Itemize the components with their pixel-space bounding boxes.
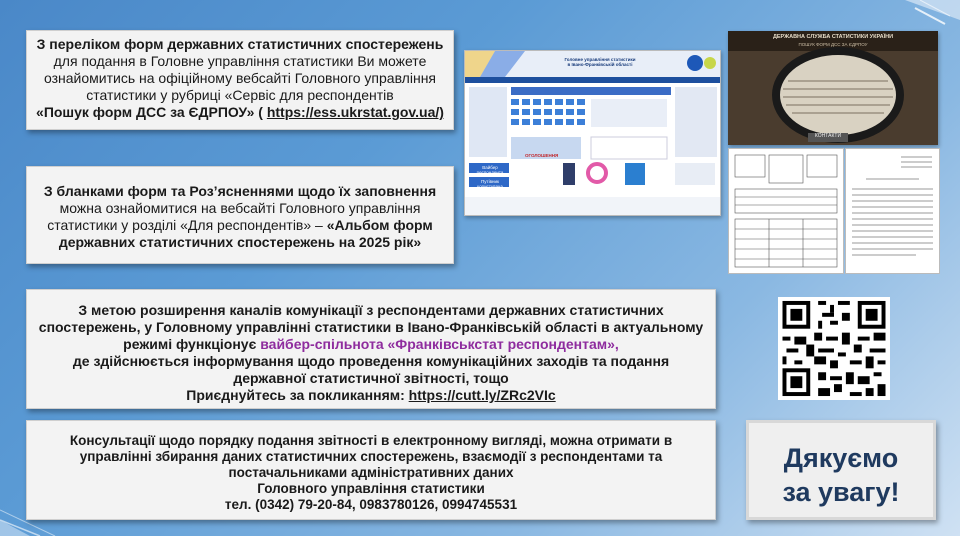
magnifier-subtitle: ПОШУК ФОРМ ДСС ЗА ЄДРПОУ [798, 42, 868, 47]
card4-phones: тел. (0342) 79-20-84, 0983780126, 0994745531 [224, 497, 518, 512]
explanation-document-image [845, 148, 940, 274]
thank-you-line1: Дякуємо [783, 443, 899, 473]
website-screenshot [464, 50, 721, 216]
site-news-label: ОГОЛОШЕННЯ [525, 153, 559, 158]
viber-community-name: вайбер-спільнота «Франківськстат респондентам», [260, 336, 619, 352]
forms-album-card [26, 166, 454, 264]
viber-community-card [26, 289, 716, 409]
card2-text: можна ознайомитися на вебсайті Головного управління статистики у розділі «Для респондентів» – [47, 200, 421, 233]
explanation-document-graphic [846, 149, 939, 273]
website-mockup-graphic [465, 51, 720, 215]
site-title-line1: Головне управління статистики [564, 57, 636, 62]
card1-service [33, 104, 447, 121]
card3-text2: де здійснюється інформування щодо проведення комунікаційних заходів та подання державної статистичної звітності, тощо [72, 353, 670, 386]
site-title-line2: в Івано-Франківській області [567, 62, 633, 67]
card3-text: З метою розширення каналів комунікації з респондентами державних статистичних спостережень, у Головному управлінні статистики в Івано-Франківській області в актуальному режимі функціонує [38, 302, 704, 352]
ess-link[interactable]: https://ess.ukrstat.gov.ua/) [266, 104, 444, 120]
site-viber-button[interactable]: Вайбер респондента [476, 165, 504, 175]
thank-you-card [746, 420, 936, 520]
qr-code[interactable] [778, 297, 890, 400]
qr-code-graphic [778, 297, 890, 400]
card4-text: Консультації щодо порядку подання звітності в електронному вигляді, можна отримати в управлінні збирання даних статистичних спостережень, взаємодії з респондентами та постачальниками адміністративних даних [69, 433, 673, 480]
magnifier-title: ДЕРЖАВНА СЛУЖБА СТАТИСТИКИ УКРАЇНИ [772, 34, 894, 40]
card1-service-name: «Пошук форм ДСС за ЄДРПОУ» [36, 104, 255, 120]
magnifier-footer: КОНТАКТИ [814, 133, 842, 139]
card4-office: Головного управління статистики [257, 481, 485, 496]
card2-album: «Альбом форм державних статистичних спостережень на 2025 рік» [58, 217, 433, 250]
card1-link-prefix: ( [258, 104, 263, 120]
magnifier-graphic [728, 31, 938, 145]
magnifier-photo [728, 31, 938, 145]
forms-search-card [26, 30, 454, 130]
consultation-card [26, 420, 716, 520]
card2-heading: З бланками форм та Роз’ясненнями щодо їх заповнення [43, 183, 437, 199]
viber-link[interactable]: https://cutt.ly/ZRc2VIc [408, 387, 556, 403]
card1-text: для подання в Головне управління статистики Ви можете ознайомитись на офіційному вебсайті Головного управління статистики у рубриці «Сервіс для респондентів [43, 53, 437, 103]
form-blank-image [728, 148, 844, 274]
card3-join-label: Приєднуйтесь за покликанням: [186, 387, 405, 403]
card1-heading: З переліком форм державних статистичних спостережень [36, 36, 444, 52]
site-guide-button[interactable]: Путівник користувача [477, 179, 503, 189]
site-title [545, 57, 655, 67]
thank-you-line2: за увагу! [782, 477, 900, 507]
form-blank-graphic [729, 149, 843, 273]
